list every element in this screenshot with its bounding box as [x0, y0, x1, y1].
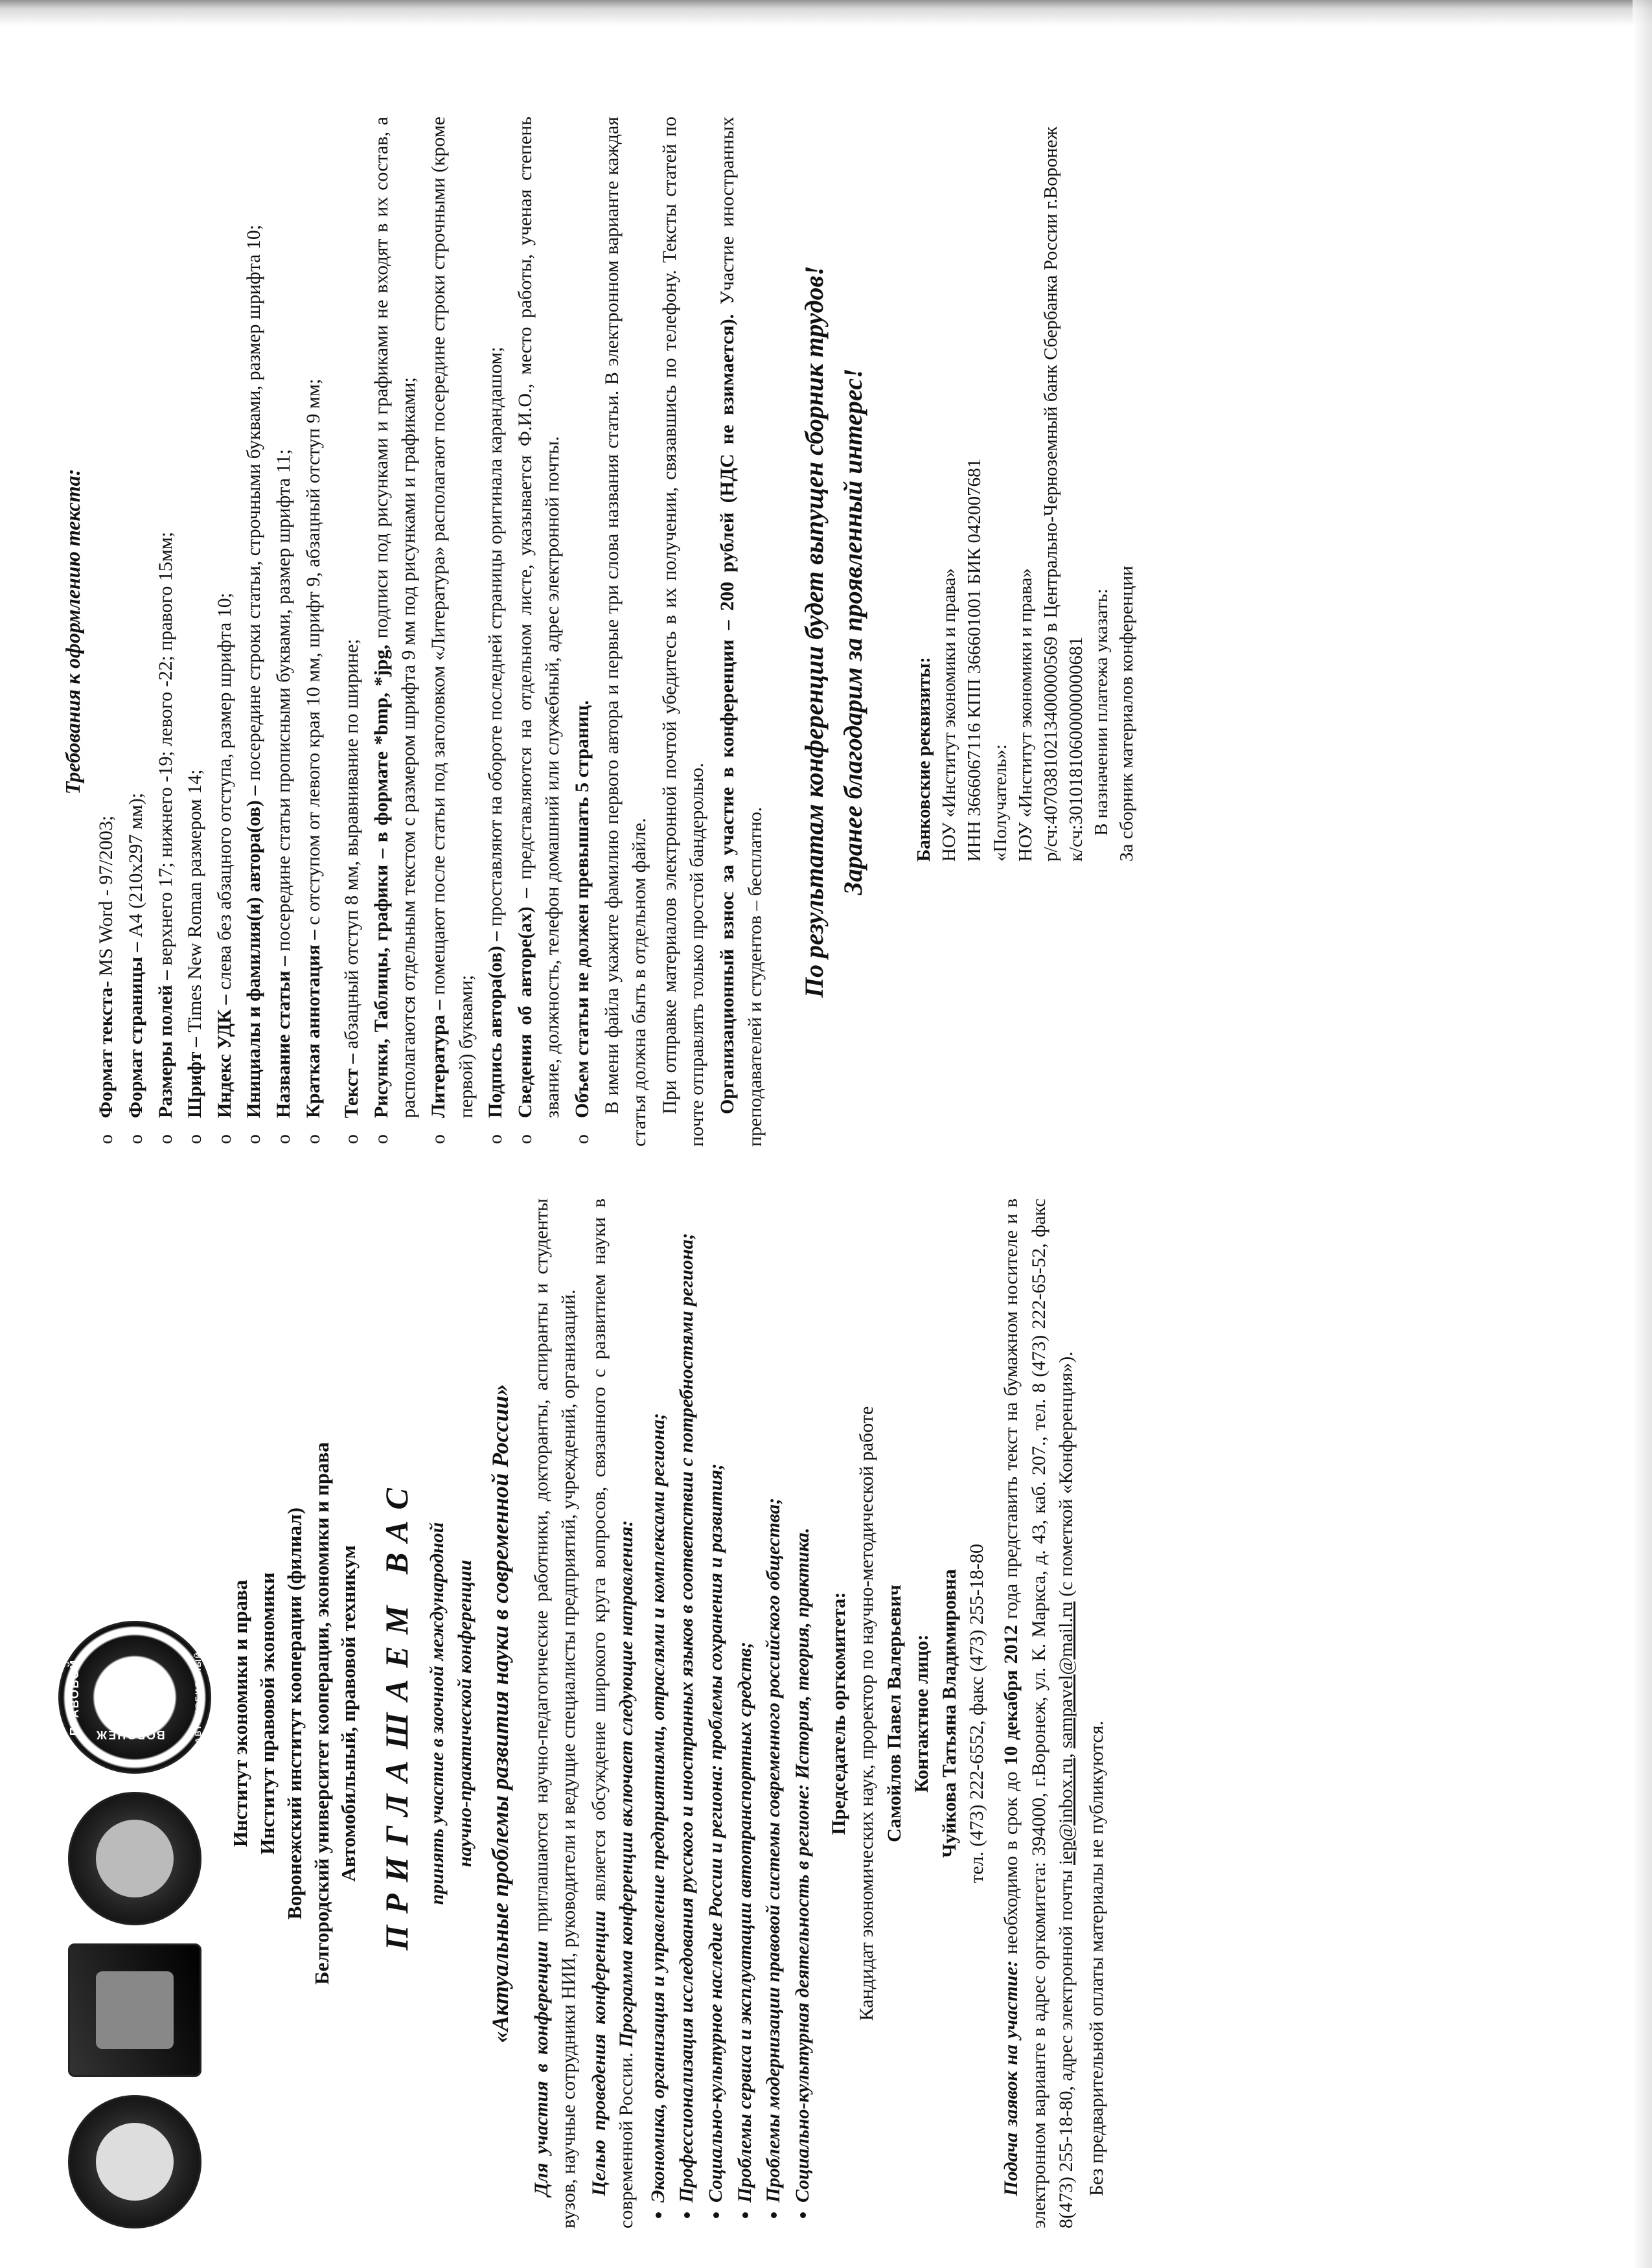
filename-note: В имени файла укажите фамилию первого автора и первые три слова названия статьи. В электронном варианте каждая статья должна быть в отдельном файле. — [601, 117, 650, 1147]
requirement-item — [338, 117, 366, 1147]
organizer-1: Институт экономики и права — [229, 1579, 251, 1848]
left-panel — [58, 1198, 1594, 2228]
organizer-4: Белгородский университет кооперации, экономики и права — [310, 1442, 333, 1985]
contact-title: Контактное лицо: — [911, 1634, 933, 1793]
participants-lead: Для участия в конференции — [530, 1941, 552, 2196]
requirement-text: посередине строки статьи, строчными буквами, размер шрифта 10; — [243, 224, 265, 786]
requirement-item — [181, 117, 209, 1147]
closing-line-1: По результатам конференции будет выпущен сборник трудов! — [799, 266, 829, 998]
requirement-text: MS Word - 97/2003; — [95, 815, 117, 981]
requirement-text: Times New Roman размером 14; — [184, 769, 206, 1038]
requirements-list-2 — [338, 117, 596, 1147]
bank-line: НОУ «Институт экономики и права» — [1015, 568, 1036, 862]
requirement-item — [482, 117, 510, 1147]
goal-lead: Целью проведения конференции — [588, 1910, 610, 2196]
eagle-emblem-logo — [68, 1943, 201, 2077]
right-panel — [58, 117, 1594, 1147]
requirement-item — [512, 117, 567, 1147]
requirement-item — [368, 117, 423, 1147]
bank-line: За сборник материалов конференции — [1116, 566, 1138, 862]
bank-title: Банковские реквизиты: — [913, 657, 935, 862]
direction-item: • Проблемы сервиса и эксплуатации автотранспортных средств; — [731, 1198, 759, 2203]
requirement-label: Литература – — [427, 1000, 449, 1118]
logos-row — [58, 1198, 211, 2228]
seal-text-bottom: АВТОМОБИЛЬНЫЙ — [193, 1651, 203, 1743]
requirement-text: представляются на отдельном листе, указывается Ф.И.О., место работы, ученая степень звание, должность, телефон домашний или служебный, адрес электронной почты. — [514, 117, 564, 1118]
requirement-label: Размеры полей – — [154, 970, 176, 1118]
bank-line: В назначении платежа указать: — [1091, 588, 1112, 836]
seal-text-top: ПРАВОВОЙ — [68, 1658, 81, 1736]
closing-block — [795, 117, 873, 1147]
bank-line: «Получатель»: — [989, 744, 1011, 862]
organizer-2: Институт правовой экономики — [255, 1572, 279, 1855]
requirement-item — [211, 117, 239, 1147]
no-prepayment-note: Без предварительной оплаты материалы не публикуются. — [1085, 1721, 1107, 2196]
owl-emblem-logo — [68, 2095, 201, 2228]
requirement-text: помещают после статьи под заголовком «Литература» располагают посередине строки строчными (кроме первой) буквами; — [427, 117, 477, 1118]
requirements-title: Требования к оформлению текста: — [61, 468, 84, 795]
bank-line: к/сч:30101810600000000681 — [1065, 636, 1086, 862]
contact-phone: тел. (473) 222-6552, факс (473) 255-18-80 — [966, 1544, 988, 1883]
chair-name: Самойлов Павел Валерьевич — [883, 1585, 905, 1842]
requirement-text: А4 (210х297 мм); — [125, 792, 147, 943]
requirement-item — [300, 117, 328, 1147]
email-link-1[interactable]: iep@inbox.ru — [1055, 1758, 1077, 1865]
requirement-label: Шрифт – — [184, 1037, 206, 1118]
requirement-item — [270, 117, 298, 1147]
requirement-text: слева без абзацного отступа, размер шрифта 10; — [213, 592, 235, 995]
technical-school-seal-logo — [58, 1621, 211, 1774]
email-link-2[interactable]: sampavel@mail.ru — [1055, 1601, 1077, 1748]
bank-line: НОУ «Институт экономики и права» — [939, 568, 960, 862]
email-check-note: При отправке материалов электронной почтой убедитесь в их получении, связавшись по телефону. Тексты статей по почте отправлять только простой бандеролью. — [658, 117, 708, 1147]
directions-list — [645, 1198, 817, 2228]
fee-text: Участие иностранных преподавателей и студентов – бесплатно. — [716, 117, 766, 1147]
bank-line: р/сч:40703810213400000569 в Центрально-Черноземный банк Сбербанка России г.Воронеж — [1040, 126, 1061, 862]
invite-subheading-1: принять участие в заочной международной — [426, 1522, 448, 1905]
application-text-3: (с пометкой «Конференция»). — [1055, 1351, 1077, 1597]
requirement-text: абзацный отступ 8 мм, выравнивание по ширине; — [341, 639, 363, 1054]
rotated-invitation-page — [58, 117, 1594, 2228]
requirement-item — [569, 117, 597, 1147]
organizers-list — [227, 1198, 362, 2228]
application-paragraph: Подача заявок на участие: необходимо в срок до 10 декабря 2012 года представить текст на бумажном носителе и в электронном варианте в адрес оргкомитета: 394000, г.Воронеж, ул. К. Маркса, д. 43, каб. 207., тел. 8 (473) 222-65-52, факс 8(473) 255-18-80, адрес электронной почты iep@inbox.ru, sampavel@mail.ru (с пометкой «Конференция»). — [1000, 1198, 1077, 2228]
requirement-label: Объем статьи не должен превышать 5 страниц. — [571, 700, 593, 1118]
closing-line-2: Заранее благодарим за проявленный интерес! — [838, 368, 868, 895]
invite-heading: ПРИГЛАШАЕМ ВАС — [378, 1476, 415, 1951]
participants-text: приглашаются научно-педагогические работники, докторанты, аспиранты и студенты вузов, научные сотрудники НИИ, руководители и ведущие специалисты предприятий, учреждений, организаций. — [530, 1198, 580, 2228]
bank-line: ИНН 3666067116 КПП 366601001 БИК 042007681 — [964, 458, 985, 862]
bank-details — [912, 117, 1140, 862]
requirement-label: Текст – — [341, 1053, 363, 1118]
direction-item: • Социально-культурное наследие России и региона: проблемы сохранения и развития; — [702, 1198, 730, 2203]
cooperation-emblem-logo — [68, 1792, 201, 1925]
requirement-label: Индекс УДК – — [213, 994, 235, 1118]
requirement-item — [152, 117, 180, 1147]
scan-shadow-right — [1633, 0, 1652, 2268]
requirement-label: Формат текста- — [95, 981, 117, 1118]
fee-paragraph — [714, 117, 769, 1147]
chair-position: Кандидат экономических наук, проректор по научно-методической работе — [856, 1406, 878, 2021]
requirement-label: Сведения об авторе(ах) – — [514, 888, 536, 1118]
requirement-label: Формат страницы – — [125, 942, 147, 1118]
seal-text-left: ВОРОНЕЖ — [95, 1728, 165, 1741]
application-lead: Подача заявок на участие: — [1000, 1960, 1022, 2196]
requirement-text: посередине статьи прописными буквами, размер шрифта 11; — [273, 449, 294, 956]
direction-item: • Экономика, организация и управление предприятиями, отраслями и комплексами региона; — [645, 1198, 672, 2203]
requirement-text: проставляют на обороте последней страницы оригинала карандашом; — [485, 347, 507, 932]
organizer-3: Воронежский институт кооперации (филиал) — [282, 1507, 306, 1919]
chair-title: Председатель оргкомитета: — [828, 1592, 850, 1835]
scan-shadow-top — [0, 0, 1652, 26]
requirement-label: Инициалы и фамилия(и) автора(ов) – — [243, 785, 265, 1118]
requirement-item — [240, 117, 268, 1147]
requirement-text: подписи под рисунками и графиками не входят в их состав, а располагаются отдельным текстом с размером шрифта 9 мм под рисунками и графиками; — [370, 116, 420, 1118]
application-text-1: необходимо в срок до — [1000, 1771, 1022, 1954]
direction-item: • Профессионализация исследования русского и иностранных языков в соответствии с потребностями региона; — [673, 1198, 701, 2203]
requirement-item — [425, 117, 480, 1147]
requirement-label: Краткая аннотация – — [302, 930, 324, 1118]
requirement-label: Название статьи – — [273, 956, 294, 1118]
requirement-label: Рисунки, Таблицы, графики – в формате *bmp, *jpg, — [370, 645, 392, 1118]
program-lead: Программа конференции включает следующие направления: — [615, 1520, 637, 2048]
requirement-text: верхнего 17; нижнего -19; левого -22; правого 15мм; — [154, 531, 176, 970]
application-text-2: года представить текст на бумажном носителе и в электронном варианте в адрес оргкомитета: 394000, г.Воронеж, ул. К. Маркса, д. 43, каб. 207., тел. 8 (473) 222-65-52, факс 8(473) 255-18-80, адрес электронной почты — [1000, 1198, 1077, 2228]
direction-item: • Проблемы модернизации правовой системы современного российского общества; — [760, 1198, 788, 2203]
organizer-5: Автомобильный, правовой техникум — [337, 1545, 360, 1882]
requirement-label: Подпись автора(ов) – — [485, 931, 507, 1118]
contact-name: Чуйкова Татьяна Владимировна — [938, 1569, 960, 1858]
direction-item: • Социально-культурная деятельность в регионе: История, теория, практика. — [789, 1198, 817, 2203]
invite-subheading-2: научно-практической конференции — [453, 1559, 476, 1868]
fee-lead: Организационный взнос за участие в конференции – 200 рублей (НДС не взимается). — [716, 314, 738, 1114]
requirement-item — [122, 117, 150, 1147]
requirement-item — [93, 117, 120, 1147]
goal-text: является обсуждение широкого круга вопросов, связанного с развитием науки в современной России. — [588, 1198, 637, 2228]
requirement-text: с отступом от левого края 10 мм, шрифт 9, абзацный отступ 9 мм; — [302, 378, 324, 930]
conference-title: «Актуальные проблемы развития науки в современной России» — [487, 1384, 514, 2043]
goal-paragraph — [586, 1198, 641, 2228]
application-deadline: 10 декабря 2012 — [1000, 1625, 1022, 1766]
requirements-list — [93, 117, 327, 1147]
participants-paragraph — [528, 1198, 583, 2228]
